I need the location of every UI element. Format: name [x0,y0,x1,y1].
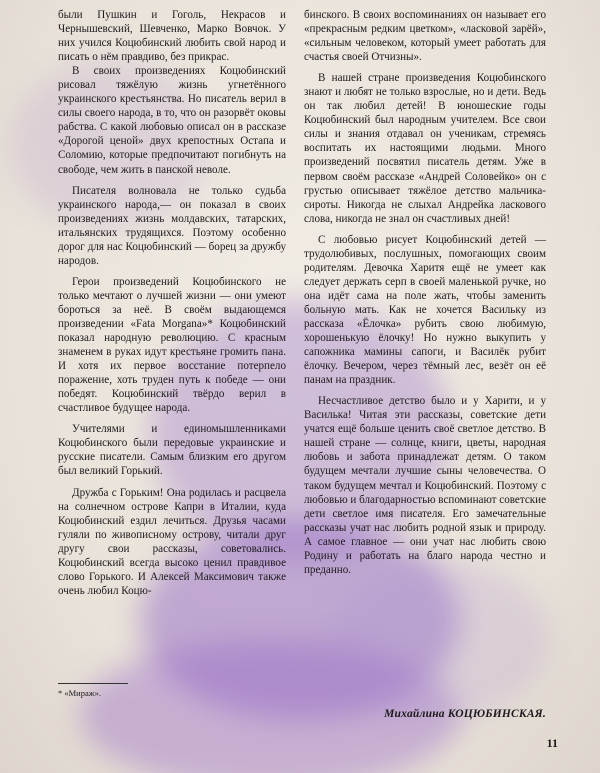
right-paragraph-4: Несчастливое детство было и у Харити, и у Василька! Читая эти рассказы, советские дети учатся ещё больше ценить своё светлое детство. В нашей стране — солнце, книги, цветы, народная любовь и забота принадлежат детям. О таком будущем мечтали лучшие сыны человечества. О таком будущем мечтал и Коцюбинский. Поэтому с любовью и благодарностью вспоминают советские дети светлое имя писателя. Его замечательные рассказы учат нас любить родной язык и природу. А самое главное — они учат нас любить свою Родину и работать на благо народа честно и преданно. [304,395,546,576]
purple-stain-bottom-right [330,560,550,720]
left-paragraph-6: Дружба с Горьким! Она родилась и расцвела на солнечном острове Капри в Италии, куда Коцюбинский ездил лечиться. Друзья часами гуляли по живописному острову, читали друг другу свои рассказы, советовались. Коцюбинский всегда высоко ценил правдивое слово Горького. И Алексей Максимович также очень любил Коцю- [58,486,286,597]
page-number: 11 [546,736,558,750]
left-paragraph-4: Герои произведений Коцюбинского не только мечтают о лучшей жизни — они умеют бороться за неё. В своём выдающемся произведении «Fata Morgana»* Коцюбинский показал народную революцию. С красным знаменем в руках идут крестьяне громить пана. И хотя их первое восстание потерпело поражение, хоть труден путь к победе — они победят. Коцюбинский твёрдо верил в счастливое будущее народа. [58,275,286,415]
right-column [304,8,546,577]
left-paragraph-5: Учителями и единомышленниками Коцюбинского были передовые украинские и русские писатели. Самым близким его другом был великий Горький. [58,423,286,478]
right-paragraph-1: бинского. В своих воспоминаниях он называет его «прекрасным редким цветком», «ласковой зарёй», «сильным человеком, который умеет работать для счастья своей Отчизны». [304,9,546,64]
purple-stain-bottom [80,640,460,773]
left-column [58,8,286,598]
left-paragraph-1: были Пушкин и Гоголь, Некрасов и Чернышевский, Шевченко, Марко Вовчок. У них учился Коцюбинский любить свой народ и писать о нём правдиво, без прикрас. [58,9,286,64]
right-paragraph-3: С любовью рисует Коцюбинский детей — трудолюбивых, послушных, помогающих своим родителям. Девочка Харитя ещё не умеет как следует держать серп в своей маленькой ручке, но она идёт сама на поле жать, чтобы заменить больную мать. Как не хочется Васильку из рассказа «Ёлочка» рубить свою любимую, хорошенькую ёлочку! Но нужно выкупить у сапожника мамины сапоги, и Василёк рубит ёлочку. Вечером, через тёмный лес, везёт он её панам на праздник. [304,233,546,387]
author-signature: Михайлина КОЦЮБИНСКАЯ. [384,708,546,720]
left-paragraph-3: Писателя волновала не только судьба украинского народа,— он показал в своих произведениях жизнь молдавских, татарских, итальянских трудящихся. Поэтому особенно дорог для нас Коцюбинский — борец за дружбу народов. [58,184,286,267]
footnote: * «Мираж». [58,688,102,698]
right-paragraph-2: В нашей стране произведения Коцюбинского знают и любят не только взрослые, но и дети. Ведь он так любил детей! В юношеские годы Коцюбинский был народным учителем. Все свои силы и знания отдавал он ученикам, стремясь воспитать их настоящими людьми. Много произведений посвятил писатель детям. Уже в первом своём рассказе «Андрей Соловейко» он с грустью описывает тяжёлое детство мальчика-сироты. Никогда не слыхал Андрейка ласкового слова, никогда не знал он счастливых дней! [304,72,546,225]
footnote-divider [58,683,128,684]
left-paragraph-2: В своих произведениях Коцюбинский рисовал тяжёлую жизнь угнетённого украинского крестьянства. Но писатель верил в силы своего народа, в то, что он разорвёт оковы рабства. С какой любовью описал он в рассказе «Дорогой ценой» двух крепостных Остапа и Соломию, которые предпочитают погибнуть на свободе, чем жить в панской неволе. [58,65,286,176]
